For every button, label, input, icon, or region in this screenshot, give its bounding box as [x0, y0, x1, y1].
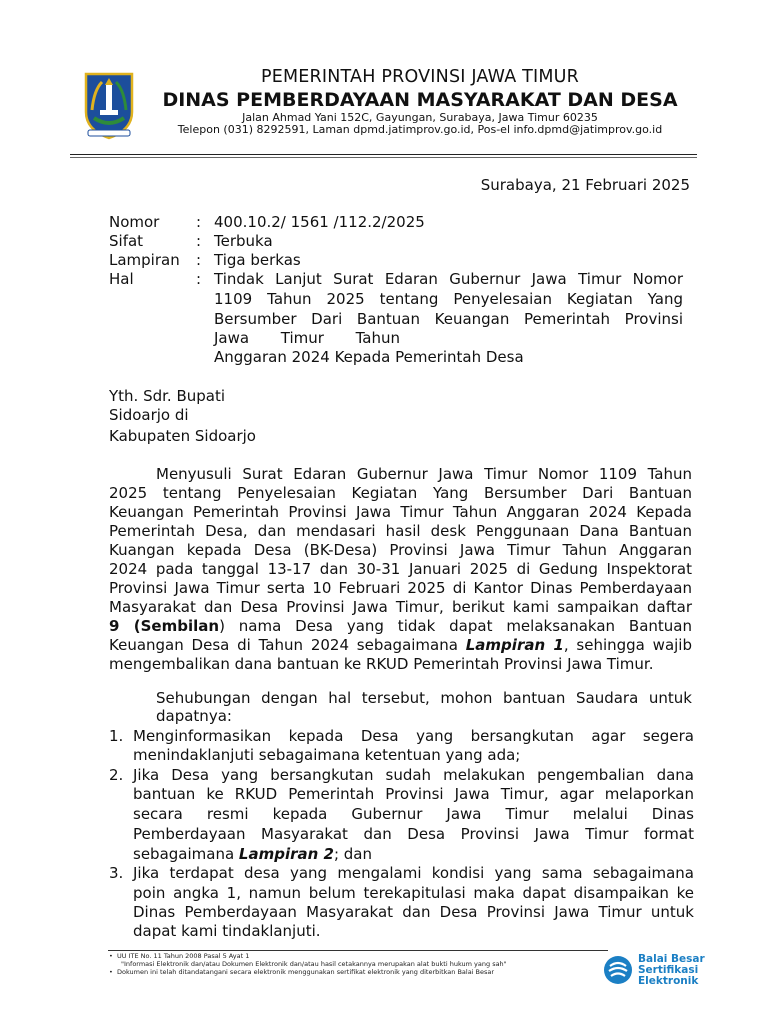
- list-item-line: poin angka 1, namun belum terekapitulasi maka dapat disampaikan ke: [133, 884, 694, 902]
- hal-line: 1109 Tahun 2025 tentang Penyelesaian Kegiatan Yang: [214, 290, 683, 308]
- list-number: 3.: [109, 864, 124, 882]
- bullet: •: [109, 952, 113, 960]
- list-item-line: menindaklanjuti sebagaimana ketentuan yang ada;: [133, 746, 521, 764]
- list-number: 1.: [109, 727, 124, 745]
- hal-line: Anggaran 2024 Kepada Pemerintah Desa: [214, 348, 524, 366]
- list-item-line: Jika terdapat desa yang mengalami kondisi yang sama sebagaimana: [133, 864, 694, 882]
- body-line: 2024 pada tanggal 13-17 dan 30-31 Januari 2025 di Gedung Inspektorat: [109, 560, 692, 578]
- body-line: [109, 636, 692, 655]
- colon: :: [196, 251, 202, 269]
- body-line: 2025 tentang Penyelesaian Kegiatan Yang Bersumber Dari Bantuan: [109, 484, 692, 502]
- org-address: Jalan Ahmad Yani 152C, Gayungan, Surabaya, Jawa Timur 60235: [242, 111, 598, 124]
- list-item-line: Dinas Pemberdayaan Masyarakat dan Desa Provinsi Jawa Timur untuk: [133, 903, 694, 921]
- nomor-value: 400.10.2/ 1561 /112.2/2025: [214, 213, 425, 231]
- body-text: ) nama Desa yang tidak dapat melaksanakan Bantuan: [219, 617, 692, 635]
- footer-law-reference: UU ITE No. 11 Tahun 2008 Pasal 5 Ayat 1: [116, 952, 250, 960]
- body-line: [109, 617, 692, 636]
- sifat-value: Terbuka: [214, 232, 273, 250]
- body-line: Kuangan kepada Desa (BK-Desa) Provinsi Jawa Timur Tahun Anggaran: [109, 541, 692, 559]
- body-line: dapatnya:: [156, 707, 232, 725]
- bullet: •: [109, 968, 113, 976]
- colon: :: [196, 270, 202, 288]
- letterhead-divider: [70, 154, 697, 155]
- recipient-line: Sidoarjo di: [109, 406, 189, 424]
- recipient-line: Yth. Sdr. Bupati: [109, 387, 226, 405]
- list-item-line: secara resmi kepada Gubernur Jawa Timur melalui Dinas: [133, 805, 694, 823]
- hal-line: Bersumber Dari Bantuan Keuangan Pemerintah Provinsi: [214, 310, 683, 328]
- lampiran-1-reference: Lampiran 1: [465, 636, 564, 654]
- hal-line: Tindak Lanjut Surat Edaran Gubernur Jawa Timur Nomor: [214, 270, 683, 288]
- org-name-line2: DINAS PEMBERDAYAAN MASYARAKAT DAN DESA: [162, 89, 678, 111]
- hal-line: Jawa Timur Tahun: [214, 329, 400, 347]
- footer-line: [109, 969, 494, 977]
- list-number: 2.: [109, 766, 124, 784]
- body-line: Menyusuli Surat Edaran Gubernur Jawa Timur Nomor 1109 Tahun: [156, 465, 692, 483]
- bsre-name-line: Balai Besar: [638, 953, 705, 965]
- village-count-bold: 9 (Sembilan: [109, 617, 220, 635]
- lampiran-label: Lampiran: [109, 251, 180, 269]
- colon: :: [196, 232, 202, 250]
- list-item-line: Jika Desa yang bersangkutan sudah melakukan pengembalian dana: [133, 766, 694, 784]
- recipient-line: Kabupaten Sidoarjo: [109, 427, 256, 445]
- body-line: Keuangan Pemerintah Provinsi Jawa Timur Tahun Anggaran 2024 Kepada: [109, 503, 692, 521]
- bsre-name-line: Sertifikasi: [638, 964, 699, 976]
- body-line: Masyarakat dan Desa Provinsi Jawa Timur, berikut kami sampaikan daftar: [109, 598, 692, 616]
- body-line: Pemerintah Desa, dan mendasari hasil desk Penggunaan Dana Bantuan: [109, 522, 692, 540]
- colon: :: [196, 213, 202, 231]
- body-text: , sehingga wajib: [563, 636, 692, 654]
- body-line: Sehubungan dengan hal tersebut, mohon bantuan Saudara untuk: [156, 689, 692, 707]
- east-java-crest-logo: [82, 70, 136, 140]
- bsre-logo-icon: [603, 955, 633, 985]
- letterhead-divider-thin: [70, 157, 697, 158]
- list-item-line: Pemberdayaan Masyarakat dan Desa Provinsi Jawa Timur format: [133, 825, 694, 843]
- footer-quote: "Informasi Elektronik dan/atau Dokumen Elektronik dan/atau hasil cetakannya merupakan alat bukti hukum yang sah": [121, 960, 507, 968]
- body-line: mengembalikan dana bantuan ke RKUD Pemerintah Provinsi Jawa Timur.: [109, 655, 654, 673]
- body-text: sebagaimana: [133, 845, 239, 863]
- list-item-line: [133, 845, 694, 864]
- footer-esign-notice: Dokumen ini telah ditandatangani secara elektronik menggunakan sertifikat elektronik yang diterbitkan Balai Besar: [116, 968, 495, 976]
- body-text: ; dan: [333, 845, 373, 863]
- org-name-line1: PEMERINTAH PROVINSI JAWA TIMUR: [260, 67, 580, 87]
- sifat-label: Sifat: [109, 232, 144, 250]
- bsre-name-line: Elektronik: [638, 975, 699, 987]
- org-contact: Telepon (031) 8292591, Laman dpmd.jatimprov.go.id, Pos-el info.dpmd@jatimprov.go.id: [177, 123, 663, 136]
- letter-date: Surabaya, 21 Februari 2025: [480, 176, 690, 194]
- list-item-line: dapat kami tindaklanjuti.: [133, 922, 321, 940]
- list-item-line: bantuan ke RKUD Pemerintah Provinsi Jawa Timur, agar melaporkan: [133, 785, 694, 803]
- nomor-label: Nomor: [109, 213, 160, 231]
- hal-label: Hal: [109, 270, 134, 288]
- body-text: Keuangan Desa di Tahun 2024 sebagaimana: [109, 636, 466, 654]
- body-line: Provinsi Jawa Timur serta 10 Februari 2025 di Kantor Dinas Pemberdayaan: [109, 579, 692, 597]
- footer-divider: [108, 950, 608, 951]
- list-item-line: Menginformasikan kepada Desa yang bersangkutan agar segera: [133, 727, 694, 745]
- lampiran-value: Tiga berkas: [214, 251, 301, 269]
- lampiran-2-reference: Lampiran 2: [238, 845, 334, 863]
